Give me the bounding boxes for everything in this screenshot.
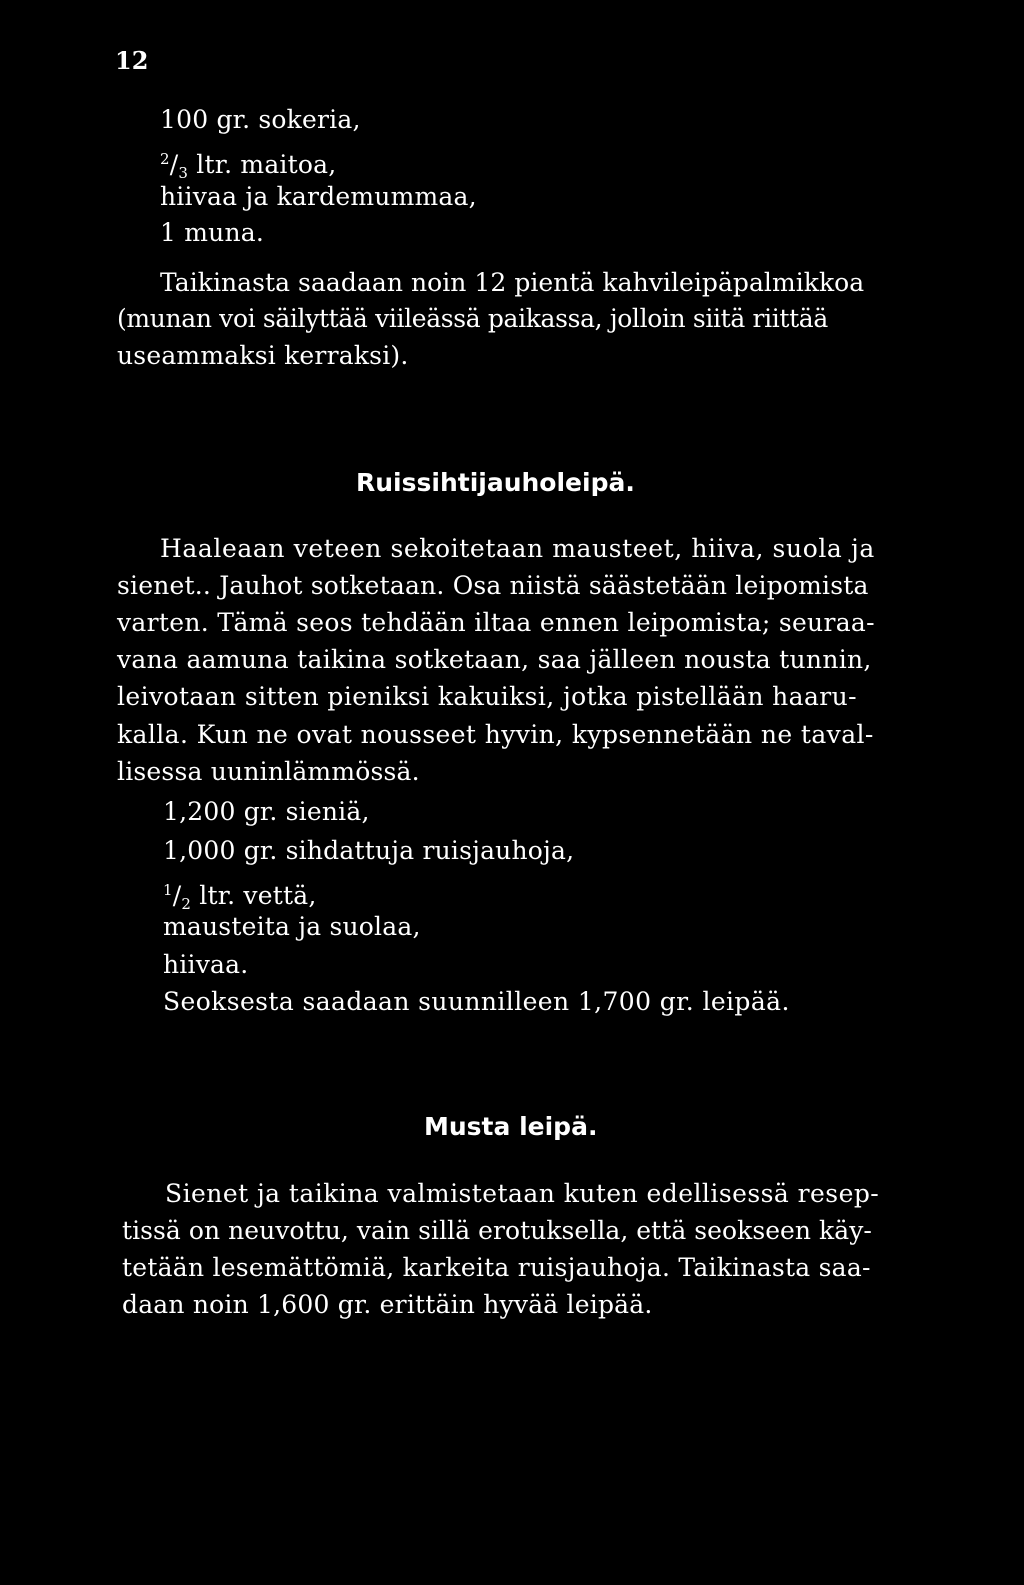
paragraph-line: kalla. Kun ne ovat nousseet hyvin, kypsennetään ne taval- [117, 720, 874, 749]
ingredient-line: 1,000 gr. sihdattuja ruisjauhoja, [163, 836, 575, 865]
ingredient-text: ltr. maitoa, [188, 150, 337, 179]
paragraph-line: sienet.. Jauhot sotketaan. Osa niistä säästetään leipomista [117, 571, 869, 600]
paragraph-line: leivotaan sitten pieniksi kakuiksi, jotka pistellään haaru- [117, 682, 857, 711]
paragraph-line: Haaleaan veteen sekoitetaan mausteet, hiiva, suola ja [160, 534, 875, 563]
fraction-denominator: 3 [178, 164, 189, 182]
ingredient-line: mausteita ja suolaa, [163, 912, 421, 941]
ingredient-line: hiivaa. [163, 950, 249, 979]
paragraph-line: (munan voi säilyttää viileässä paikassa, jolloin siitä riittää [117, 304, 828, 333]
paragraph-line: useammaksi kerraksi). [117, 341, 409, 370]
ingredient-line: 100 gr. sokeria, [160, 105, 361, 134]
paragraph-line: Seoksesta saadaan suunnilleen 1,700 gr. leipää. [163, 987, 790, 1016]
paragraph-line: Taikinasta saadaan noin 12 pientä kahvileipäpalmikkoa [160, 268, 865, 297]
paragraph-line: Sienet ja taikina valmistetaan kuten edellisessä resep- [165, 1179, 880, 1208]
ingredient-line: 1,200 gr. sieniä, [163, 797, 370, 826]
paragraph-line: lisessa uuninlämmössä. [117, 757, 420, 786]
paragraph-line: tissä on neuvottu, vain sillä erotuksella, että seokseen käy- [122, 1216, 872, 1245]
paragraph-line: tetään lesemättömiä, karkeita ruisjauhoja. Taikinasta saa- [122, 1253, 871, 1282]
paragraph-line: varten. Tämä seos tehdään iltaa ennen leipomista; seuraa- [117, 608, 875, 637]
fraction-denominator: 2 [181, 895, 192, 913]
section-heading: Ruissihtijauholeipä. [356, 468, 635, 497]
fraction-slash: / [169, 150, 179, 179]
paragraph-line: daan noin 1,600 gr. erittäin hyvää leipää. [122, 1290, 653, 1319]
page-number: 12 [115, 46, 149, 75]
ingredient-line: hiivaa ja kardemummaa, [160, 182, 477, 211]
section-heading: Musta leipä. [424, 1112, 598, 1141]
fraction-slash: / [172, 881, 182, 910]
ingredient-line: 1 muna. [160, 218, 265, 247]
paragraph-line: vana aamuna taikina sotketaan, saa jälleen nousta tunnin, [117, 645, 872, 674]
ingredient-text: ltr. vettä, [191, 881, 317, 910]
fraction-numerator: 2 [160, 150, 170, 168]
fraction-numerator: 1 [163, 881, 173, 899]
